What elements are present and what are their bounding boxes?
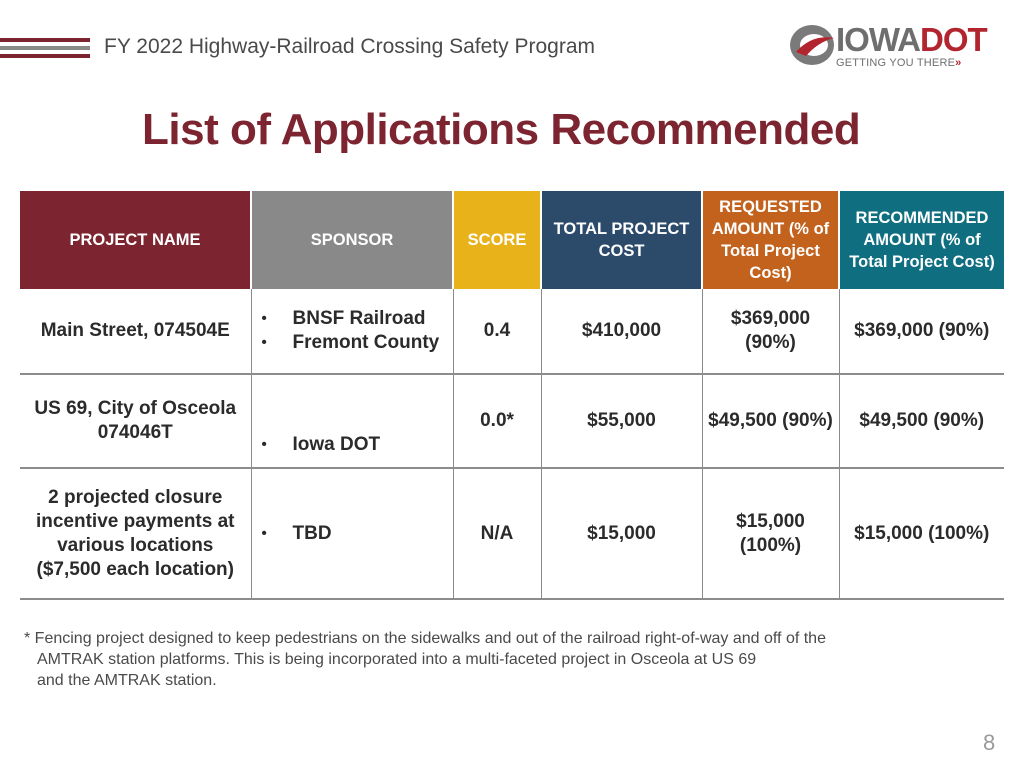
col-header-total-cost: TOTAL PROJECT COST	[541, 191, 702, 289]
sponsor-item: • TBD	[260, 522, 449, 546]
footnote	[24, 628, 984, 691]
requested-cell: $369,000 (90%)	[702, 289, 839, 374]
sponsor-cell	[251, 374, 453, 468]
col-header-sponsor: SPONSOR	[251, 191, 453, 289]
header-title: FY 2022 Highway-Railroad Crossing Safety Program	[104, 35, 595, 58]
table-row	[20, 468, 1004, 599]
sponsor-item: • Iowa DOT	[260, 433, 449, 457]
recommended-cell: $15,000 (100%)	[839, 468, 1004, 599]
project-name-cell: Main Street, 074504E	[20, 289, 251, 374]
header-stripes	[0, 38, 90, 62]
score-cell: 0.0*	[453, 374, 541, 468]
total-cost-cell: $55,000	[541, 374, 702, 468]
col-header-recommended: RECOMMENDED AMOUNT (% of Total Project Cost)	[839, 191, 1004, 289]
logo-tagline: GETTING YOU THERE»	[836, 57, 962, 69]
total-cost-cell: $410,000	[541, 289, 702, 374]
recommended-cell: $49,500 (90%)	[839, 374, 1004, 468]
iowa-dot-logo	[786, 20, 1004, 76]
page-title: List of Applications Recommended	[142, 105, 861, 154]
score-cell: 0.4	[453, 289, 541, 374]
footnote-line: AMTRAK station platforms. This is being incorporated into a multi-faceted project in Osceola at US 69	[37, 651, 757, 668]
requested-cell: $49,500 (90%)	[702, 374, 839, 468]
footnote-line: * Fencing project designed to keep pedestrians on the sidewalks and out of the railroad right-of-way and off of the	[24, 630, 826, 647]
sponsor-cell	[251, 468, 453, 599]
sponsor-cell	[251, 289, 453, 374]
logo-wordmark: IOWADOT	[836, 21, 987, 58]
col-header-score: SCORE	[453, 191, 541, 289]
total-cost-cell: $15,000	[541, 468, 702, 599]
footnote-line: and the AMTRAK station.	[37, 672, 217, 689]
applications-table	[20, 191, 1004, 600]
page-number: 8	[983, 730, 996, 755]
requested-cell: $15,000 (100%)	[702, 468, 839, 599]
score-cell: N/A	[453, 468, 541, 599]
sponsor-item: • Fremont County	[260, 331, 449, 355]
col-header-requested: REQUESTED AMOUNT (% of Total Project Cost)	[702, 191, 839, 289]
table-header-row	[20, 191, 1004, 289]
table-row	[20, 289, 1004, 374]
table-row	[20, 374, 1004, 468]
col-header-project-name: PROJECT NAME	[20, 191, 251, 289]
recommended-cell: $369,000 (90%)	[839, 289, 1004, 374]
iowa-dot-swoosh-icon	[788, 22, 836, 68]
project-name-cell: 2 projected closure incentive payments at various locations ($7,500 each location)	[20, 468, 251, 599]
sponsor-item: • BNSF Railroad	[260, 307, 449, 331]
project-name-cell: US 69, City of Osceola 074046T	[20, 374, 251, 468]
